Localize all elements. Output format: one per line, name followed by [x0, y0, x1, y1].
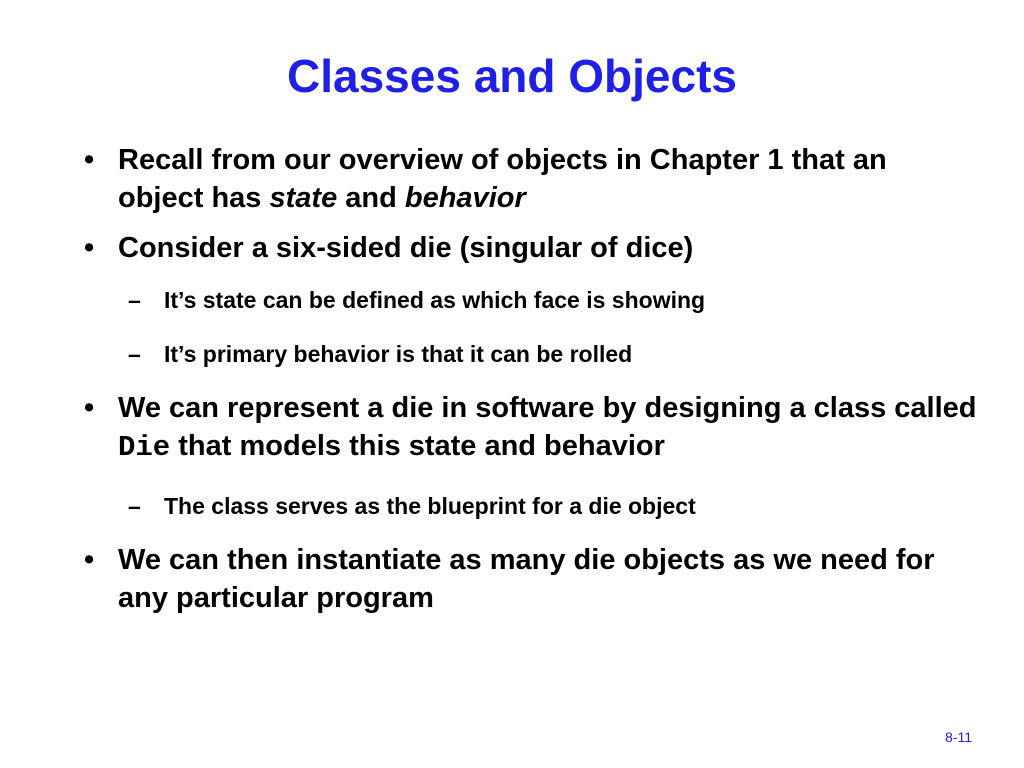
slide-title: Classes and Objects [287, 50, 737, 102]
bullet-item [78, 141, 978, 217]
bullet-text: Recall from our overview of objects in Chapter 1 that an object has [118, 144, 887, 214]
bullet-item [78, 389, 978, 467]
bullet-item [78, 541, 978, 617]
emphasis-state: state [269, 182, 338, 214]
sub-bullet-item [78, 285, 978, 315]
emphasis-behavior: behavior [404, 182, 526, 214]
bullet-text: that models this state and behavior [170, 430, 665, 462]
slide-content [78, 141, 978, 629]
bullet-mark: • [84, 392, 95, 424]
bullet-mark: • [84, 144, 95, 176]
dash-mark: – [128, 493, 141, 519]
sub-bullet-text: It’s primary behavior is that it can be rolled [164, 341, 633, 367]
bullet-item [78, 229, 978, 267]
sub-bullet-item [78, 491, 978, 521]
sub-bullet-item [78, 339, 978, 369]
bullet-mark: • [84, 544, 95, 576]
bullet-text: and [337, 182, 405, 214]
sub-bullet-text: The class serves as the blueprint for a die object [164, 493, 696, 519]
dash-mark: – [128, 341, 141, 367]
page-number: 8-11 [945, 729, 972, 745]
bullet-text: We can represent a die in software by designing a class called [118, 392, 977, 424]
sub-bullet-text: It’s state can be defined as which face is showing [164, 287, 706, 313]
bullet-text: Consider a six-sided die (singular of dice) [118, 232, 694, 264]
bullet-text: We can then instantiate as many die objects as we need for any particular program [118, 544, 935, 614]
dash-mark: – [128, 287, 141, 313]
bullet-mark: • [84, 232, 95, 264]
code-class-name: Die [118, 431, 171, 464]
